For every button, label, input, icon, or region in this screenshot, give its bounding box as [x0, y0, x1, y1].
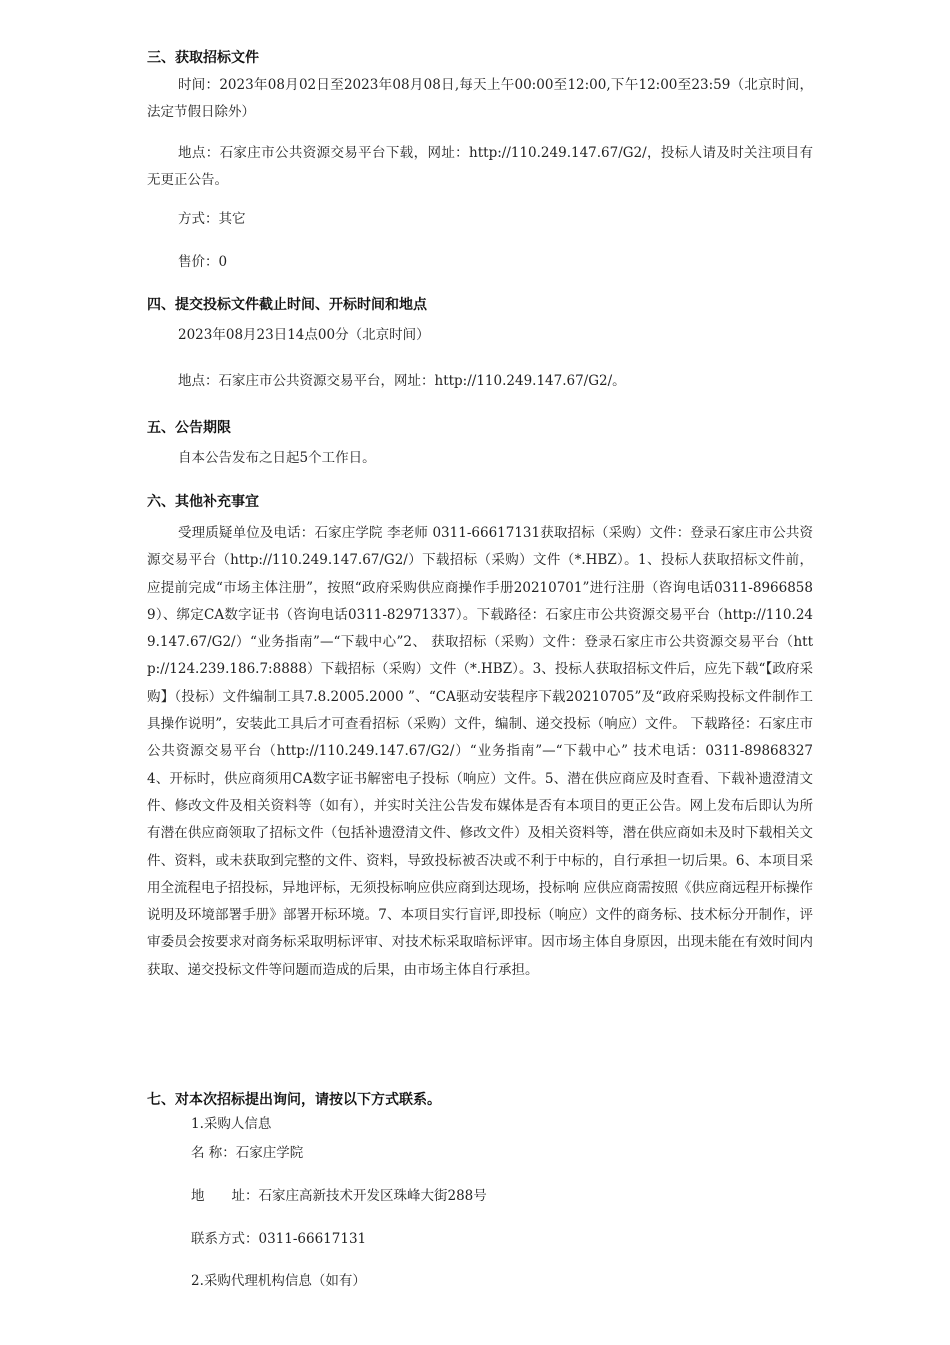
s3-time: 时间：2023年08月02日至2023年08月08日,每天上午00:00至12:00,下午12:00至23:59（北京时间，法定节假日除外） [147, 77, 813, 121]
buyer-info-heading: 1.采购人信息 [191, 1116, 272, 1132]
buyer-address-label: 地 址： [191, 1188, 259, 1204]
section-7-title: 七、对本次招标提出询问，请按以下方式联系。 [147, 1092, 441, 1108]
buyer-contact-label: 联系方式： [191, 1231, 259, 1247]
s3-place: 地点：石家庄市公共资源交易平台下载，网址：http://110.249.147.67/G2/，投标人请及时关注项目有无更正公告。 [147, 145, 813, 189]
buyer-address-value: 石家庄高新技术开发区珠峰大街288号 [258, 1188, 487, 1204]
section-3-title: 三、获取招标文件 [147, 50, 259, 66]
s4-place: 地点：石家庄市公共资源交易平台，网址：http://110.249.147.67/G2/。 [178, 373, 626, 389]
s4-datetime: 2023年08月23日14点00分（北京时间） [178, 327, 430, 343]
buyer-name-value: 石家庄学院 [235, 1145, 304, 1161]
s5-text: 自本公告发布之日起5个工作日。 [178, 450, 376, 466]
buyer-name-label: 名 称： [191, 1145, 236, 1161]
section-4-title: 四、提交投标文件截止时间、开标时间和地点 [147, 297, 427, 313]
s3-method: 方式：其它 [178, 211, 246, 227]
section-6-title: 六、其他补充事宜 [147, 494, 259, 510]
section-5-title: 五、公告期限 [147, 420, 231, 436]
s6-text: 受理质疑单位及电话：石家庄学院 李老师 0311-66617131获取招标（采购）文件：登录石家庄市公共资源交易平台（http://110.249.147.67/G2/）下载招标（采购）文件（*.HBZ）。1、投标人获取招标文件前，应提前完成“市场主体注册”，按照“政府采购供应商操作手册20210701”进行注册（咨询电话0311-89668589）、绑定CA数字证书（咨询电话0311-82971337）。下载路径：石家庄市公共资源交易平台（http://110.249.147.67/G2/）“业务指南”—“下载中心”2、 获取招标（采购）文件：登录石家庄市公共资源交易平台（http://124.239.186.7:8888）下载招标（采购）文件（*.HBZ）。3、投标人获取招标文件后，应先下载“【政府采购】（投标）文件编制工具7.8.2005.2000 ”、“CA驱动安装程序下载20210705”及“政府采购投标文件制作工具操作说明”，安装此工具后才可查看招标（采购）文件，编制、递交投标（响应）文件。 下载路径：石家庄市公共资源交易平台（http://110.249.147.67/G2/）“业务指南”—“下载中心” 技术电话：0311-89868327 4、开标时，供应商须用CA数字证书解密电子投标（响应）文件。5、潜在供应商应及时查看、下载补遗澄清文件、修改文件及相关资料等（如有），并实时关注公告发布媒体是否有本项目的更正公告。网上发布后即认为所有潜在供应商领取了招标文件（包括补遗澄清文件、修改文件）及相关资料等，潜在供应商如未及时下载相关文件、资料，或未获取到完整的文件、资料，导致投标被否决或不利于中标的，自行承担一切后果。6、本项目采用全流程电子招投标，异地评标，无须投标响应供应商到达现场，投标响 应供应商需按照《供应商远程开标操作说明及环境部署手册》部署开标环境。7、本项目实行盲评,即投标（响应）文件的商务标、技术标分开制作，评审委员会按要求对商务标采取明标评审、对技术标采取暗标评审。因市场主体自身原因，出现未能在有效时间内获取、递交投标文件等问题而造成的后果，由市场主体自行承担。 [147, 525, 813, 978]
agency-info-heading: 2.采购代理机构信息（如有） [191, 1273, 366, 1289]
buyer-contact-row [191, 1229, 366, 1249]
buyer-contact-value: 0311-66617131 [258, 1231, 367, 1247]
buyer-address-row [191, 1186, 487, 1206]
buyer-name-row [191, 1143, 303, 1163]
s3-price: 售价：0 [178, 254, 228, 270]
